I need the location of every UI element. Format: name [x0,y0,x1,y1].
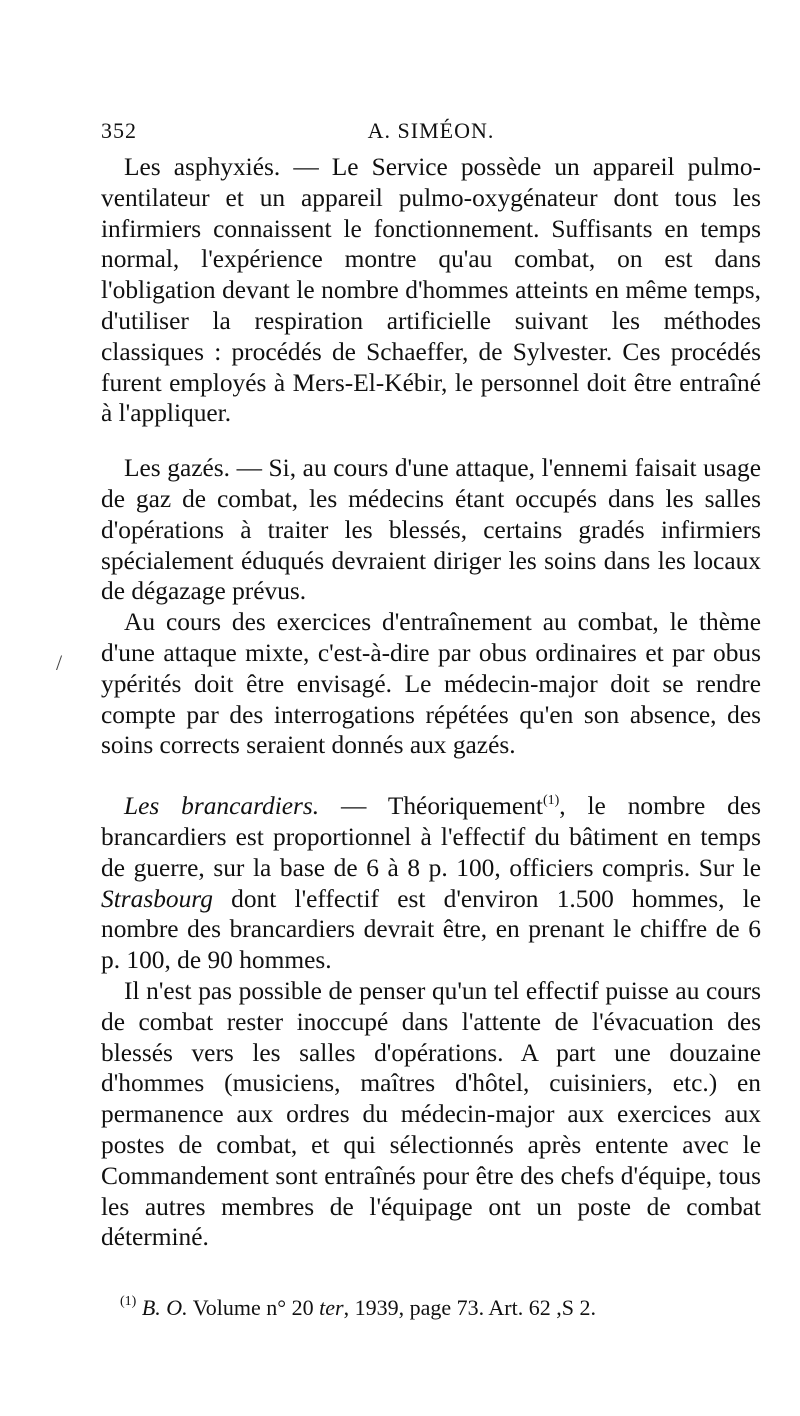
running-title: A. SIMÉON. [367,118,495,143]
footnote-source: B. O. [141,1295,188,1320]
paragraph-brancardiers: Les brancardiers. — Théoriquement$^{(1)}$, le nombre des brancardiers est proportionnel à l'effectif du bâtiment en temps de guerre, sur la base de 6 à 8 p. 100, officiers compris. Sur le Strasbourg dont l'effectif est d'environ 1.500 hommes, le nombre des brancardiers devrait être, en prenant le chiffre de 6 p. 100, de 90 hommes. [101,792,761,975]
page-header [101,118,761,148]
body-text [101,152,761,1253]
section-heading-gazes: Les gazés. [124,454,230,483]
footnote: $^{(1)}$ B. O. Volume n° 20 ter, 1939, page 73. Art. 62 ,S 2. [120,1294,596,1320]
ship-name: Strasbourg [101,884,213,913]
margin-pencil-mark: / [56,650,63,675]
paragraph-gazes: Les gazés. — Si, au cours d'une attaque, l'ennemi faisait usage de gaz de combat, les médecins étant occupés dans les salles d'opérations à traiter les blessés, certains gradés infirmiers spécialement éduqués devraient diriger les soins dans les locaux de dégazage prévus. [101,454,761,606]
paragraph-effectif: Il n'est pas possible de penser qu'un tel effectif puisse au cours de combat rester inoccupé dans l'attente de l'évacuation des blessés vers les salles d'opérations. A part une douzaine d'hommes (musiciens, maîtres d'hôtel, cuisiniers, etc.) en permanence aux ordres du médecin-major aux exercices aux postes de combat, et qui sélectionnés après entente avec le Commandement sont entraînés pour être des chefs d'équipe, tous les autres membres de l'équipage ont un poste de combat déterminé. [101,976,761,1252]
footnote-marker: (1) [120,1294,137,1309]
footnote-reference[interactable]: (1) [542,793,560,809]
section-heading-asphyxies: Les asphyxiés. [124,153,281,181]
paragraph-attaque-mixte: Au cours des exercices d'entraînement au combat, le thème d'une attaque mixte, c'est-à-dire par obus ordinaires et par obus ypérités doit être envisagé. Le médecin-major doit se rendre compte par des interrogations répétées qu'en son absence, des soins corrects seraient donnés aux gazés. [101,608,761,760]
page-number: 352 [101,118,137,143]
paragraph-asphyxies: Les asphyxiés. — Le Service possède un appareil pulmo-ventilateur et un appareil pulmo-oxygénateur dont tous les infirmiers connaissent le fonctionnement. Suffisants en temps normal, l'expérience montre qu'au combat, on est dans l'obligation devant le nombre d'hommes atteints en même temps, d'utiliser la respiration artificielle suivant les méthodes classiques : procédés de Schaeffer, de Sylvester. Ces procédés furent employés à Mers-El-Kébir, le personnel doit être entraîné à l'appliquer. [101,153,761,428]
section-heading-brancardiers: Les brancardiers. [124,792,320,821]
